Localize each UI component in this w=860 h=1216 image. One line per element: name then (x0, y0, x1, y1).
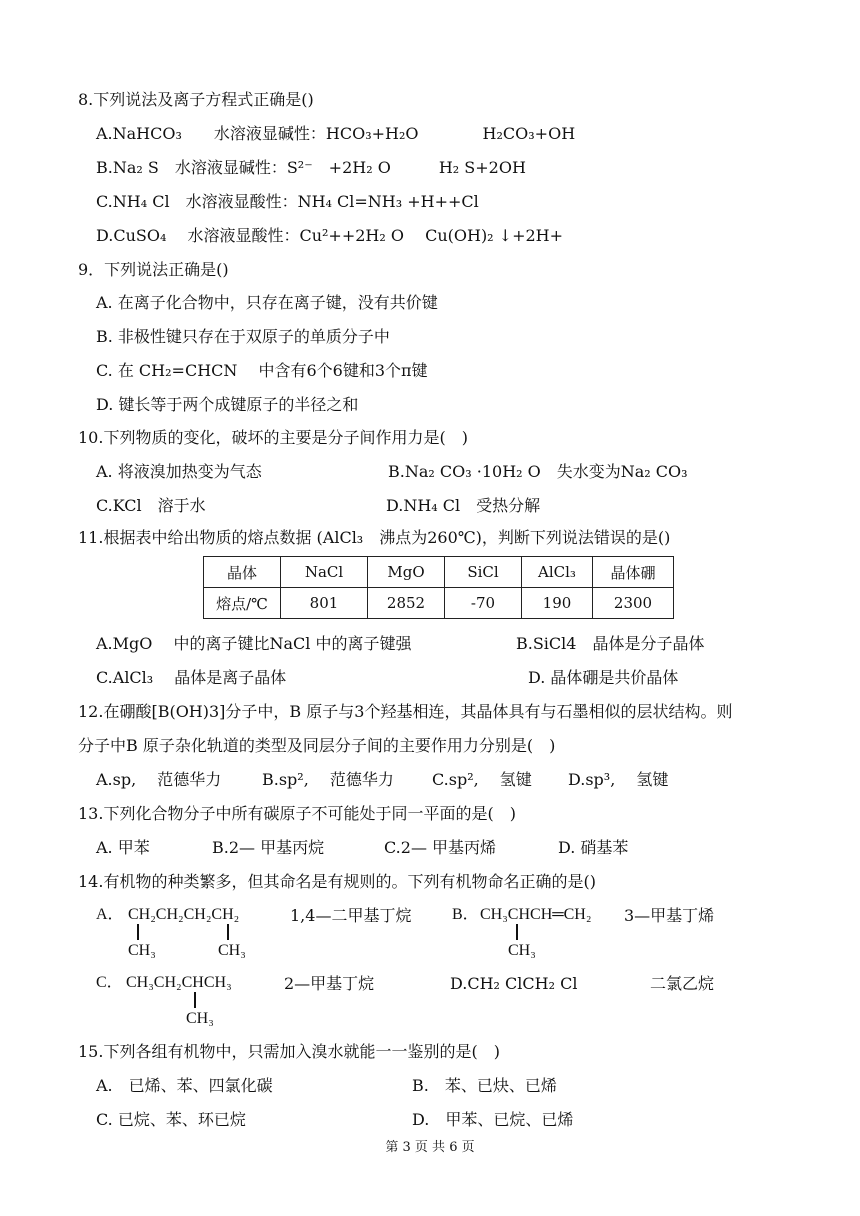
table-cell: MgO (368, 557, 445, 588)
q14-stem: 14.有机物的种类繁多，但其命名是有规则的。下列有机物命名正确的是() (78, 872, 596, 891)
q14-option-c-label: C． (96, 974, 123, 991)
bond-line (516, 924, 518, 940)
q13-option-b: B.2— 甲基丙烷 (212, 838, 325, 857)
q15-stem: 15.下列各组有机物中，只需加入溴水就能一一鉴别的是( ) (78, 1042, 500, 1061)
q12-option-d: D.sp³, 氢键 (568, 770, 669, 789)
table-cell: 190 (522, 588, 593, 619)
q14-option-a-formula: CH₂CH₂CH₂CH₂ (128, 906, 240, 923)
table-cell: SiCl (445, 557, 522, 588)
table-cell: NaCl (281, 557, 368, 588)
q15-option-a: A. 已烯、苯、四氯化碳 (96, 1076, 273, 1095)
q12-option-a: A.sp, 范德华力 (96, 770, 222, 789)
q14-option-d: D.CH₂ ClCH₂ Cl (450, 974, 578, 993)
melting-point-table (203, 556, 674, 619)
q9-option-d: D. 键长等于两个成键原子的半径之和 (96, 395, 359, 414)
q14-option-a-sub1: CH₃ (128, 942, 156, 959)
q10-option-a: A. 将液溴加热变为气态 (96, 462, 262, 481)
q8-option-a: A.NaHCO₃ 水溶液显碱性：HCO₃+H₂O H₂CO₃+OH (96, 124, 576, 143)
q11-option-b: B.SiCl4 晶体是分子晶体 (516, 634, 705, 653)
q8-option-c: C.NH₄ Cl 水溶液显酸性：NH₄ Cl=NH₃ +H++Cl (96, 192, 479, 211)
q9-stem: 9．下列说法正确是() (78, 260, 229, 279)
q15-option-d: D. 甲苯、已烷、已烯 (412, 1110, 574, 1129)
table-cell: 2852 (368, 588, 445, 619)
q11-option-c: C.AlCl₃ 晶体是离子晶体 (96, 668, 287, 687)
q15-option-c: C. 已烷、苯、环已烷 (96, 1110, 246, 1129)
q13-option-c: C.2— 甲基丙烯 (384, 838, 497, 857)
q14-option-b-label: B． (452, 906, 479, 923)
q14-option-c-name: 2—甲基丁烷 (284, 974, 375, 993)
bond-line (227, 924, 229, 940)
bond-line (194, 992, 196, 1008)
q10-stem: 10.下列物质的变化，破坏的主要是分子间作用力是( ) (78, 428, 468, 447)
table-row (204, 588, 674, 619)
table-cell: 2300 (593, 588, 674, 619)
q14-option-a-sub2: CH₃ (218, 942, 246, 959)
q14-option-b-sub: CH₃ (508, 942, 536, 959)
q14-option-a-label: A． (96, 906, 124, 923)
q10-option-c: C.KCl 溶于水 (96, 496, 206, 515)
q12-option-b: B.sp², 范德华力 (262, 770, 394, 789)
q11-stem: 11.根据表中给出物质的熔点数据 (AlCl₃ 沸点为260℃)，判断下列说法错误的是() (78, 528, 671, 547)
q14-option-b-name: 3—甲基丁烯 (624, 906, 715, 925)
table-cell: 熔点/℃ (204, 588, 281, 619)
q14-option-c-formula: CH₃CH₂CHCH₃ (126, 974, 232, 991)
q12-stem-line1: 12.在硼酸[B(OH)3]分子中，B 原子与3个羟基相连，其晶体具有与石墨相似的层状结构。则 (78, 702, 733, 721)
q12-option-c: C.sp², 氢键 (432, 770, 532, 789)
q12-stem-line2: 分子中B 原子杂化轨道的类型及同层分子间的主要作用力分别是( ) (78, 736, 556, 755)
q15-option-b: B. 苯、已炔、已烯 (412, 1076, 557, 1095)
q10-option-b: B.Na₂ CO₃ ·10H₂ O 失水变为Na₂ CO₃ (388, 462, 688, 481)
table-cell: AlCl₃ (522, 557, 593, 588)
q11-option-a: A.MgO 中的离子键比NaCl 中的离子键强 (96, 634, 412, 653)
q14-option-d-name: 二氯乙烷 (650, 974, 715, 993)
q8-option-b: B.Na₂ S 水溶液显碱性：S²⁻ +2H₂ O H₂ S+2OH (96, 158, 526, 177)
bond-line (137, 924, 139, 940)
q9-option-a: A. 在离子化合物中，只存在离子键，没有共价键 (96, 293, 438, 312)
table-cell: 801 (281, 588, 368, 619)
q9-option-b: B. 非极性键只存在于双原子的单质分子中 (96, 327, 390, 346)
table-cell: -70 (445, 588, 522, 619)
q14-option-b-formula: CH₃CHCH═CH₂ (480, 906, 592, 923)
q13-stem: 13.下列化合物分子中所有碳原子不可能处于同一平面的是( ) (78, 804, 516, 823)
table-cell: 晶体 (204, 557, 281, 588)
q8-stem: 8.下列说法及离子方程式正确是() (78, 90, 314, 109)
q11-option-d: D. 晶体硼是共价晶体 (528, 668, 679, 687)
q14-option-a-name: 1,4—二甲基丁烷 (290, 906, 412, 925)
q8-option-d: D.CuSO₄ 水溶液显酸性：Cu²++2H₂ O Cu(OH)₂ ↓+2H+ (96, 226, 564, 245)
q10-option-d: D.NH₄ Cl 受热分解 (386, 496, 541, 515)
q14-option-c-sub: CH₃ (186, 1010, 214, 1027)
q9-option-c: C. 在 CH₂=CHCN 中含有6个6键和3个π键 (96, 361, 428, 380)
q13-option-a: A. 甲苯 (96, 838, 150, 857)
q13-option-d: D. 硝基苯 (558, 838, 629, 857)
page-number-footer: 第 3 页 共 6 页 (385, 1140, 475, 1155)
table-cell: 晶体硼 (593, 557, 674, 588)
table-header-row (204, 557, 674, 588)
